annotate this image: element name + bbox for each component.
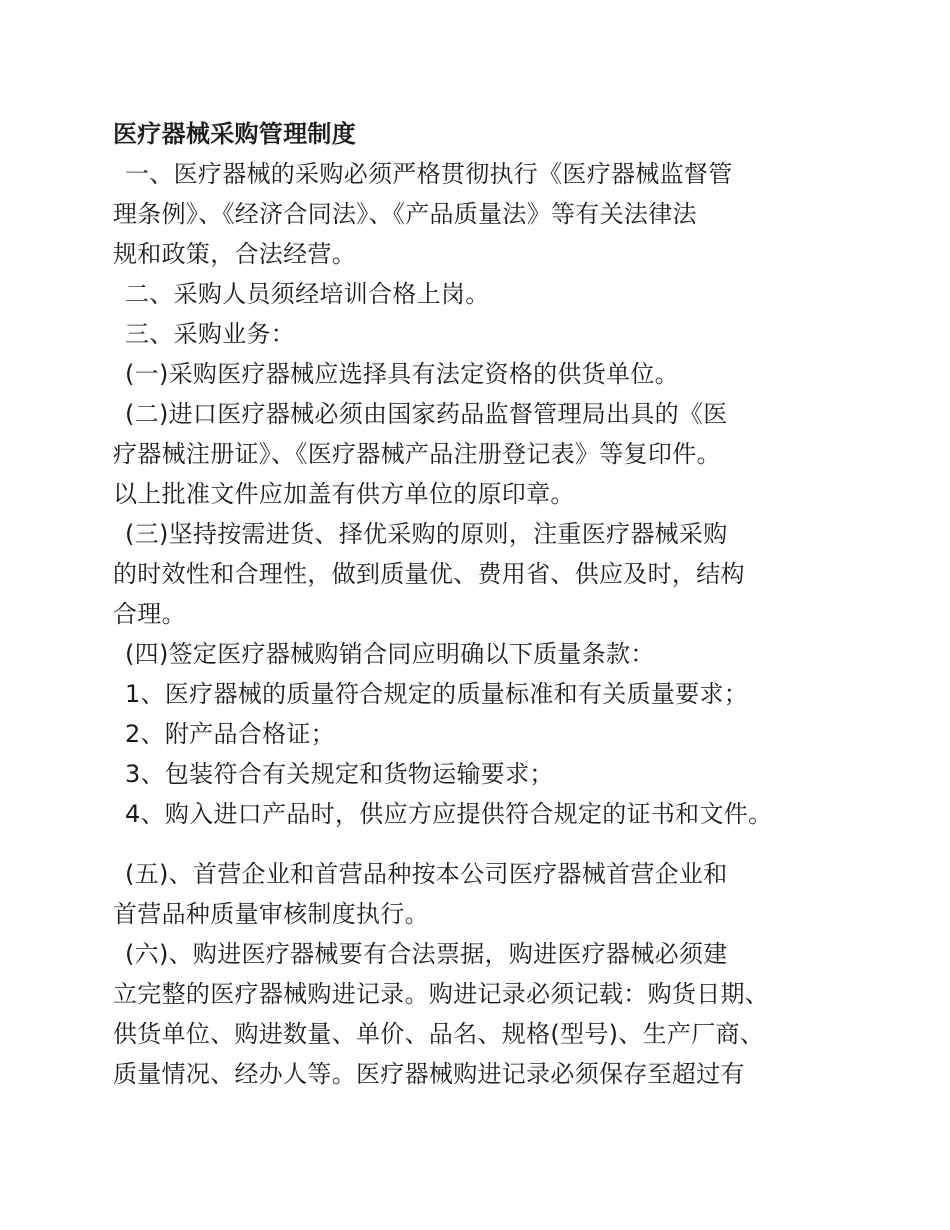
text-line: (三)坚持按需进货、择优采购的原则，注重医疗器械采购 [125,520,728,548]
text-line: 供货单位、购进数量、单价、品名、规格(型号)、生产厂商、 [113,1020,765,1048]
text-line: (六)、购进医疗器械要有合法票据，购进医疗器械必须建 [125,940,728,968]
text-line: (二)进口医疗器械必须由国家药品监督管理局出具的《医 [125,400,728,428]
document-title: 医疗器械采购管理制度 [113,120,356,148]
text-line: 立完整的医疗器械购进记录。购进记录必须记载：购货日期、 [113,980,770,1008]
text-line: 3、包装符合有关规定和货物运输要求； [125,760,554,788]
text-line: 的时效性和合理性，做到质量优、费用省、供应及时，结构 [113,560,745,588]
text-line: 质量情况、经办人等。医疗器械购进记录必须保存至超过有 [113,1060,745,1088]
text-line: 规和政策，合法经营。 [113,240,356,268]
text-line: 疗器械注册证》、《医疗器械产品注册登记表》等复印件。 [113,440,721,468]
text-line: 一、医疗器械的采购必须严格贯彻执行《医疗器械监督管 [125,160,733,188]
text-line: (五)、首营企业和首营品种按本公司医疗器械首营企业和 [125,860,728,888]
document-page [113,114,873,1094]
text-line: (四)签定医疗器械购销合同应明确以下质量条款： [125,640,655,668]
text-line: 三、采购业务： [125,320,296,348]
text-line: 1、医疗器械的质量符合规定的质量标准和有关质量要求； [125,680,749,708]
text-line: 4、购入进口产品时，供应方应提供符合规定的证书和文件。 [125,800,773,828]
text-line: 以上批准文件应加盖有供方单位的原印章。 [113,480,575,508]
text-line: 理条例》、《经济合同法》、《产品质量法》等有关法律法 [113,200,697,228]
text-line: 二、采购人员须经培训合格上岗。 [125,280,490,308]
paragraph-gap [113,834,873,854]
text-line: 首营品种质量审核制度执行。 [113,900,429,928]
text-line: 合理。 [113,600,186,628]
text-line: 2、附产品合格证； [125,720,335,748]
text-line: (一)采购医疗器械应选择具有法定资格的供货单位。 [125,360,679,388]
